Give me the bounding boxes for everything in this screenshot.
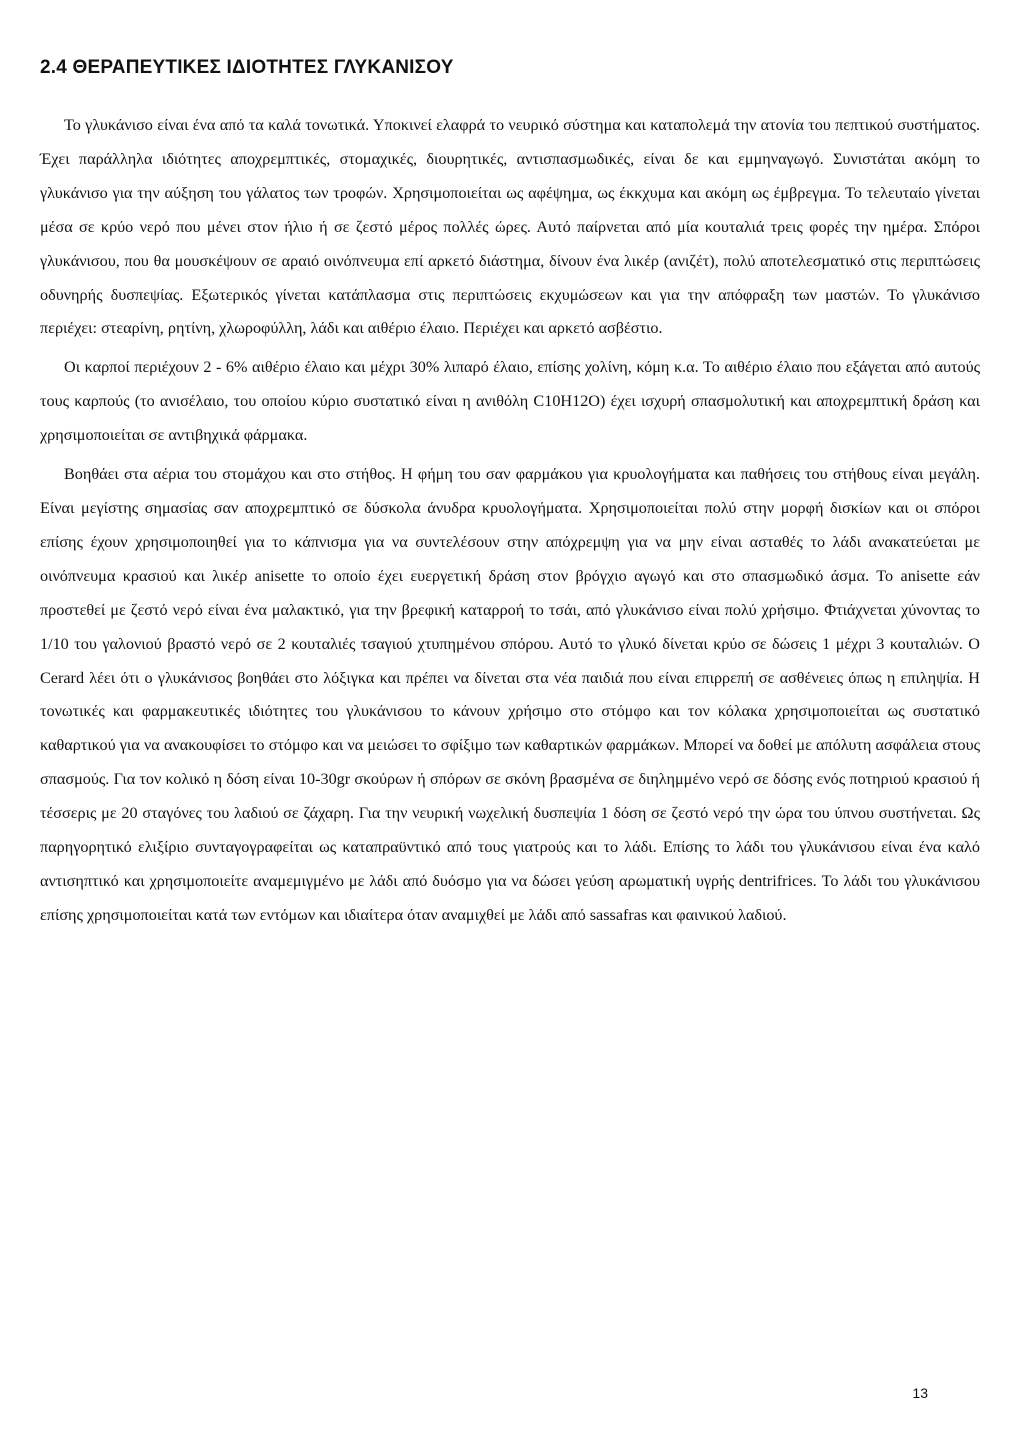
paragraph-1: Το γλυκάνισο είναι ένα από τα καλά τονωτικά. Υποκινεί ελαφρά το νευρικό σύστημα και καταπολεμά την ατονία του πεπτικού συστήματος. Έχει παράλληλα ιδιότητες αποχρεμπτικές, στομαχικές, διουρητικές, αντισπασμωδικές, είναι δε και εμμηναγωγό. Συνιστάται ακόμη το γλυκάνισο για την αύξηση του γάλατος των τροφών. Χρησιμοποιείται ως αφέψημα, ως έκκχυμα και ακόμη ως έμβρεγμα. Το τελευταίο γίνεται μέσα σε κρύο νερό που μένει στον ήλιο ή σε ζεστό μέρος πολλές ώρες. Αυτό παίρνεται από μία κουταλιά τρεις φορές την ημέρα. Σπόροι γλυκάνισου, που θα μουσκέψουν σε αραιό οινόπνευμα επί αρκετό διάστημα, δίνουν ένα λικέρ (ανιζέτ), πολύ αποτελεσματικό στις περιπτώσεις οδυνηρής δυσπεψίας. Εξωτερικός γίνεται κατάπλασμα στις περιπτώσεις εκχυμώσεων και για την απόφραξη των μαστών. Το γλυκάνισο περιέχει: στεαρίνη, ρητίνη, χλωροφύλλη, λάδι και αιθέριο έλαιο. Περιέχει και αρκετό ασβέστιο. bbox=[40, 116, 980, 338]
page-number: 13 bbox=[912, 1385, 928, 1401]
document-page bbox=[40, 58, 980, 938]
paragraph-3: Βοηθάει στα αέρια του στομάχου και στο στήθος. Η φήμη του σαν φαρμάκου για κρυολογήματα και παθήσεις του στήθους είναι μεγάλη. Είναι μεγίστης σημασίας σαν αποχρεμπτικό σε δύσκολα άνυδρα κρυολογήματα. Χρησιμοποιείται πολύ στην μορφή δισκίων και οι σπόροι επίσης έχουν χρησιμοποιηθεί για το κάπνισμα για να συντελέσουν στην απόχρεμψη για να μην είναι ασταθές το λάδι ανακατεύεται με οινόπνευμα κρασιού και λικέρ anisette το οποίο έχει ευεργετική δράση στον βρόγχιο αγωγό και στο σπασμωδικό άσμα. Το anisette εάν προστεθεί με ζεστό νερό είναι ένα μαλακτικό, για την βρεφική καταρροή το τσάι, από γλυκάνισο είναι πολύ χρήσιμο. Φτιάχνεται χύνοντας το 1/10 του γαλονιού βραστό νερό σε 2 κουταλιές τσαγιού χτυπημένου σπόρου. Αυτό το γλυκό δίνεται κρύο σε δώσεις 1 μέχρι 3 κουταλιών. Ο Cerard λέει ότι ο γλυκάνισος βοηθάει στο λόξιγκα και πρέπει να δίνεται στα νέα παιδιά που είναι επιρρεπή σε ασθένειες όπως η επιληψία. Η τονωτικές και φαρμακευτικές ιδιότητες του γλυκάνισου το κάνουν χρήσιμο στο στόμφο και τον κόλακα χρησιμοποιείται ως συστατικό καθαρτικού για να ανακουφίσει το στόμφο και να μειώσει το σφίξιμο των καθαρτικών φαρμάκων. Μπορεί να δοθεί με απόλυτη ασφάλεια στους σπασμούς. Για τον κολικό η δόση είναι 10-30gr σκούρων ή σπόρων σε σκόνη βρασμένα σε διηλημμένο νερό σε δόσης ενός ποτηριού κρασιού ή τέσσερις με 20 σταγόνες του λαδιού σε ζάχαρη. Για την νευρική νωχελική δυσπεψία 1 δόση σε ζεστό νερό την ώρα του ύπνου συστήνεται. Ως παρηγορητικό ελιξίριο συνταγογραφείται ως καταπραϋντικό από τους γιατρούς και το λάδι. Επίσης το λάδι του γλυκάνισου είναι ένα καλό αντισηπτικό και χρησιμοποιείτε αναμεμιγμένο με λάδι από δυόσμο για να δώσει γεύση αρωματική υγρής dentrifrices. Το λάδι του γλυκάνισου επίσης χρησιμοποιείται κατά των εντόμων και ιδιαίτερα όταν αναμιχθεί με λάδι από sassafras και φαινικού λαδιού. bbox=[40, 465, 980, 924]
section-heading: 2.4 ΘΕΡΑΠΕΥΤΙΚΕΣ ΙΔΙΟΤΗΤΕΣ ΓΛΥΚΑΝΙΣΟΥ bbox=[40, 57, 454, 78]
paragraph-2: Οι καρποί περιέχουν 2 - 6% αιθέριο έλαιο και μέχρι 30% λιπαρό έλαιο, επίσης χολίνη, κόμη κ.α. Το αιθέριο έλαιο που εξάγεται από αυτούς τους καρπούς (το ανισέλαιο, του οποίου κύριο συστατικό είναι η ανιθόλη C10H12O) έχει ισχυρή σπασμολυτική και αποχρεμπτική δράση και χρησιμοποιείται σε αντιβηχικά φάρμακα. bbox=[40, 358, 980, 445]
body-text bbox=[40, 109, 980, 933]
